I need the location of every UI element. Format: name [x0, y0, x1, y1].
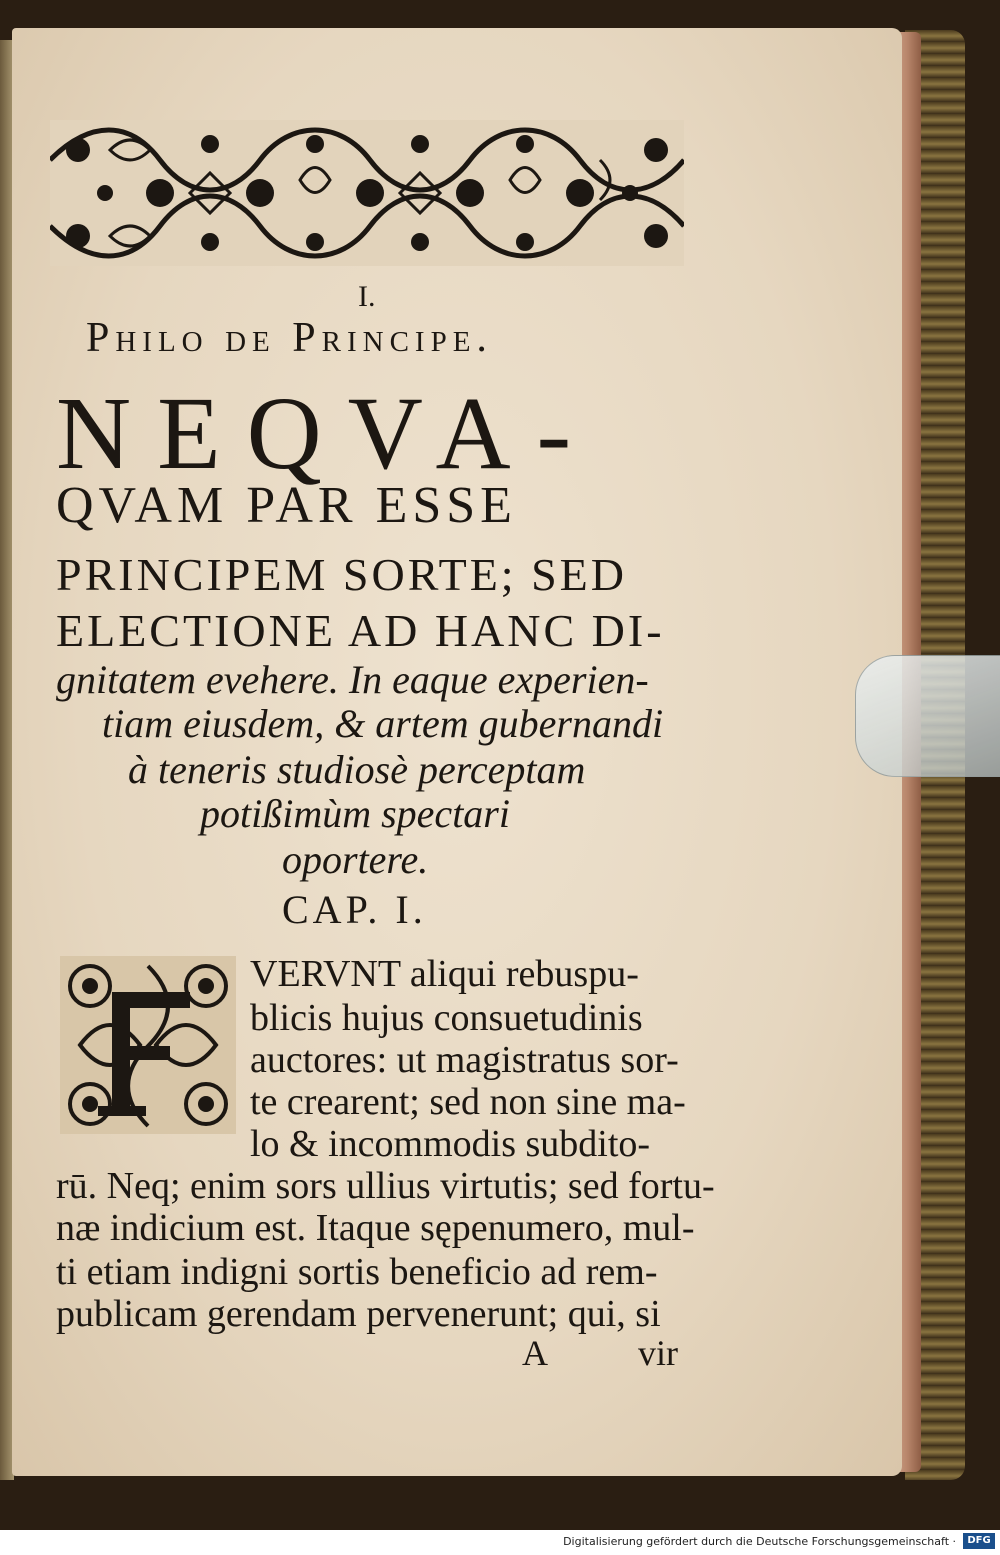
running-caption: Philo de Principe.: [86, 315, 493, 361]
italic-line: potißimùm spectari: [200, 791, 510, 836]
plastic-page-clip: [855, 655, 1000, 777]
body-line: blicis hujus consuetudinis: [250, 997, 643, 1039]
book-page: [12, 28, 902, 1476]
body-line: lo & incommodis subdito-: [250, 1123, 651, 1165]
title-line-3: PRINCIPEM SORTE; SED: [56, 549, 627, 600]
funding-credit: Digitalisierung gefördert durch die Deutsche Forschungsgemeinschaft ·: [563, 1535, 956, 1548]
body-line: auctores: ut magistratus sor-: [250, 1039, 679, 1081]
decorative-headpiece: [50, 120, 684, 266]
body-line: rū. Neq; enim sors ullius virtutis; sed fortu-: [56, 1165, 715, 1207]
title-line-1: NEQVA-: [56, 376, 598, 491]
italic-line: tiam eiusdem, & artem gubernandi: [102, 701, 664, 746]
body-line: te crearent; sed non sine ma-: [250, 1081, 686, 1123]
signature-mark: A: [522, 1333, 548, 1373]
italic-line: à teneris studiosè perceptam: [128, 747, 586, 792]
chapter-number: I.: [358, 280, 376, 313]
title-line-2: QVAM PAR ESSE: [56, 477, 517, 534]
dfg-logo: DFG: [963, 1533, 995, 1549]
body-line: ti etiam indigni sortis beneficio ad rem-: [56, 1251, 658, 1293]
italic-line: oportere.: [282, 837, 429, 882]
body-line: publicam gerendam pervenerunt; qui, si: [56, 1293, 661, 1335]
italic-line: gnitatem evehere. In eaque experien-: [56, 657, 649, 702]
body-line: VERVNT aliqui rebuspu-: [250, 953, 639, 995]
chapter-heading: CAP. I.: [282, 887, 427, 932]
title-line-4: ELECTIONE AD HANC DI-: [56, 605, 665, 656]
decorated-initial-f: [60, 956, 236, 1134]
catchword: vir: [638, 1333, 678, 1373]
body-line: næ indicium est. Itaque sępenumero, mul-: [56, 1207, 695, 1249]
